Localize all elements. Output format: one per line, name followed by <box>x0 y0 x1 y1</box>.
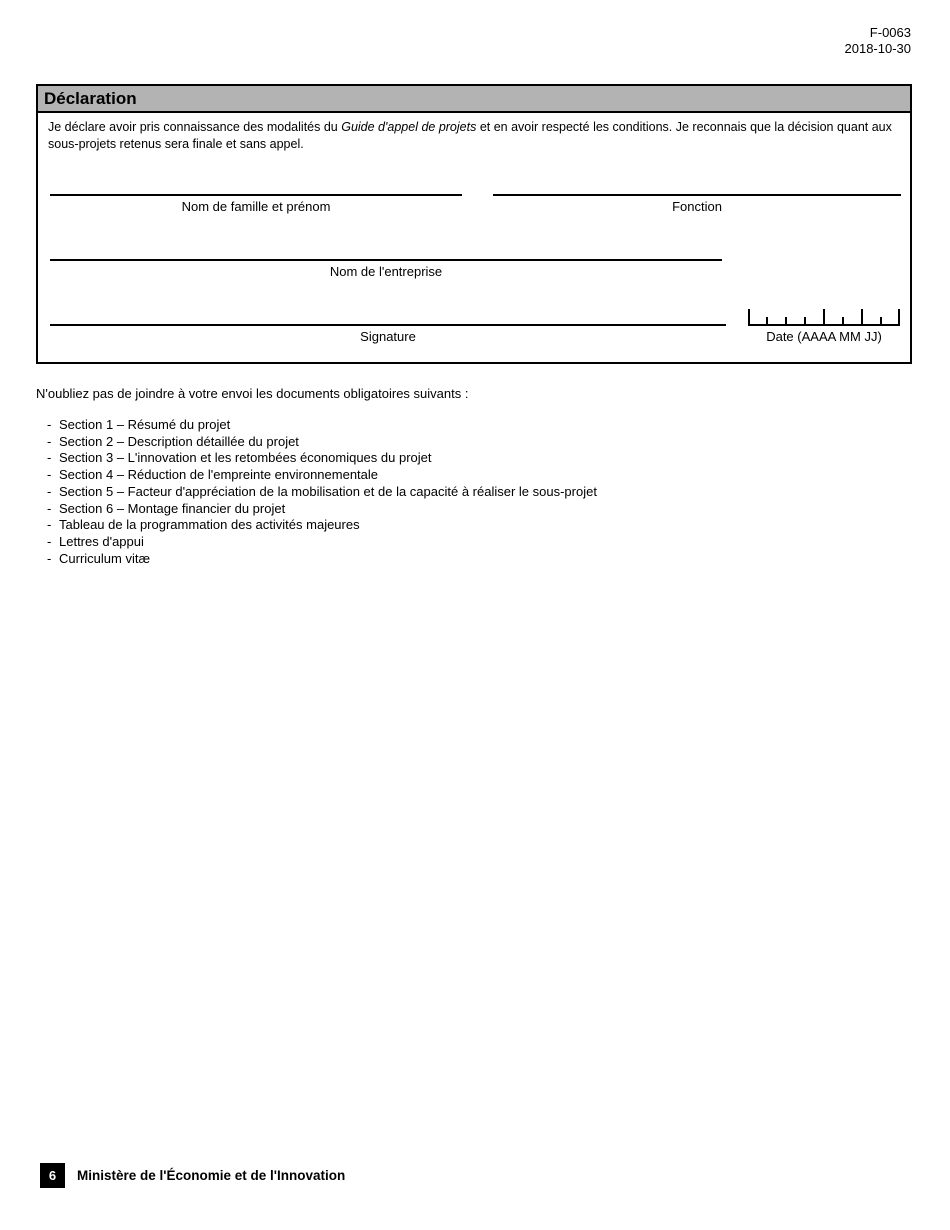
list-item <box>47 551 597 568</box>
date-comb-tick <box>823 309 825 324</box>
company-field <box>50 227 722 279</box>
signature-input-line[interactable] <box>50 292 726 326</box>
function-field-label: Fonction <box>672 199 722 214</box>
company-field-label: Nom de l'entreprise <box>329 264 443 279</box>
list-item-label: Section 1 – Résumé du projet <box>59 417 231 432</box>
checklist <box>47 417 597 567</box>
signature-field-label: Signature <box>360 329 416 344</box>
list-bullet: - <box>47 433 52 449</box>
list-item <box>47 434 597 451</box>
signature-field <box>50 292 726 344</box>
list-item-label: Section 4 – Réduction de l'empreinte environnementale <box>59 467 379 483</box>
list-bullet: - <box>47 450 52 466</box>
date-comb-tick <box>748 309 750 324</box>
declaration-title: Déclaration <box>44 88 137 108</box>
checklist-intro: N'oubliez pas de joindre à votre envoi les documents obligatoires suivants : <box>36 386 469 401</box>
date-comb-tick <box>785 317 787 324</box>
function-input-line[interactable] <box>493 162 901 196</box>
list-item <box>47 467 597 484</box>
list-item <box>47 417 597 434</box>
page-number: 6 <box>40 1163 65 1188</box>
list-item-label: Section 6 – Montage financier du projet <box>59 500 286 516</box>
list-item <box>47 534 597 551</box>
list-bullet: - <box>47 517 52 533</box>
list-item <box>47 517 597 534</box>
list-bullet: - <box>47 500 52 516</box>
function-field <box>493 162 901 214</box>
list-item-label: Lettres d'appui <box>59 533 144 549</box>
declaration-section <box>36 84 912 364</box>
declaration-text-after: et en avoir respecté les conditions. Je reconnais que la décision quant aux sous-projets retenus sera finale et sans appel. <box>48 120 892 152</box>
company-input-line[interactable] <box>50 227 722 261</box>
form-number: F-0063 <box>869 25 911 40</box>
list-item-label: Section 2 – Description détaillée du projet <box>59 433 299 449</box>
declaration-text-italic: Guide d'appel de projets <box>341 120 477 134</box>
name-field-label: Nom de famille et prénom <box>181 199 331 214</box>
declaration-text-before: Je déclare avoir pris connaissance des modalités du <box>48 120 342 134</box>
name-input-line[interactable] <box>50 162 462 196</box>
form-id-block <box>845 25 912 57</box>
name-field <box>50 162 462 214</box>
ministry-name: Ministère de l'Économie et de l'Innovation <box>77 1168 346 1183</box>
date-comb-tick <box>898 309 900 324</box>
list-item <box>47 484 597 501</box>
list-item-label: Section 3 – L'innovation et les retombées économiques du projet <box>59 450 432 466</box>
list-item <box>47 450 597 467</box>
list-item <box>47 501 597 518</box>
list-bullet: - <box>47 483 52 499</box>
list-bullet: - <box>47 467 52 483</box>
date-comb-tick <box>880 317 882 324</box>
date-field <box>748 292 900 344</box>
date-comb-tick <box>766 317 768 324</box>
declaration-title-bar <box>38 86 910 113</box>
list-item-label: Curriculum vitæ <box>59 550 151 566</box>
date-comb-field[interactable] <box>748 310 900 326</box>
date-comb-tick <box>804 317 806 324</box>
date-comb-tick <box>842 317 844 324</box>
list-item-label: Section 5 – Facteur d'appréciation de la mobilisation et de la capacité à réaliser le sous-projet <box>59 483 597 499</box>
list-bullet: - <box>47 417 52 432</box>
list-bullet: - <box>47 533 52 549</box>
date-field-label: Date (AAAA MM JJ) <box>766 329 882 344</box>
list-item-label: Tableau de la programmation des activités majeures <box>59 517 360 533</box>
list-bullet: - <box>47 550 52 566</box>
page-footer <box>40 1163 345 1188</box>
declaration-text <box>38 113 910 154</box>
form-date: 2018-10-30 <box>844 41 911 56</box>
date-comb-tick <box>861 309 863 324</box>
